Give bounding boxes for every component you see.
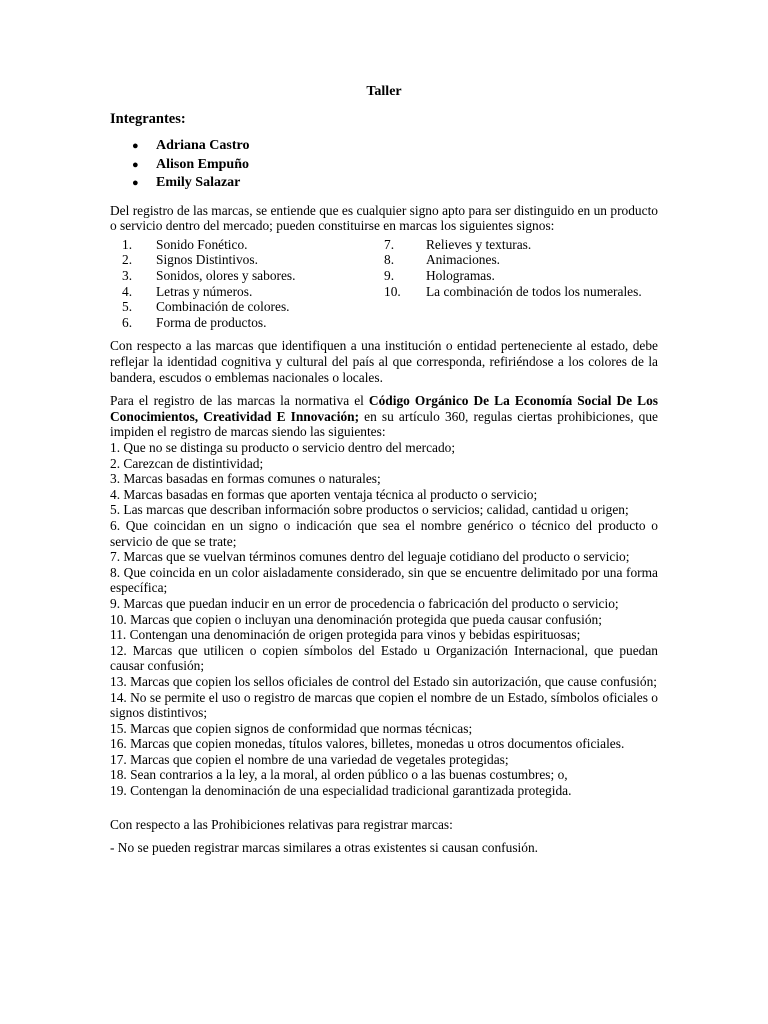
sign-text: Sonidos, olores y sabores. [156,268,296,284]
sign-number: 7. [384,236,395,252]
prohibition-item: 17. Marcas que copien el nombre de una variedad de vegetales protegidas; [110,751,509,767]
institution-paragraph: Con respecto a las marcas que identifiquen a una institución o entidad perteneciente al estado, debe reflejar la identidad cognitiva y cultural del país al que corresponda, refiriéndose a los colores de la bandera, escudos o emblemas nacionales o locales. [110,338,658,385]
prohibition-item: 1. Que no se distinga su producto o servicio dentro del mercado; [110,440,456,455]
relative-heading: Con respecto a las Prohibiciones relativas para registrar marcas: [110,816,453,832]
prohibition-item: 7. Marcas que se vuelvan términos comunes dentro del leguaje cotidiano del producto o servicio; [110,549,630,565]
sign-text: La combinación de todos los numerales. [426,283,642,299]
prohibition-item: 9. Marcas que puedan inducir en un error de procedencia o fabricación del producto o servicio; [110,595,619,611]
sign-item [110,315,384,331]
sign-number: 6. [122,314,133,330]
sign-item [110,299,384,315]
member-name: Emily Salazar [156,175,241,191]
prohibition-item: 2. Carezcan de distintividad; [110,455,264,471]
prohibition-item: 5. Las marcas que describan información sobre productos o servicios; calidad, cantidad u origen; [110,502,629,518]
sign-text: Relieves y texturas. [426,236,532,252]
prohibition-item: 18. Sean contrarios a la ley, a la moral, al orden público o a las buenas costumbres; o, [110,767,568,783]
sign-number: 1. [122,236,133,252]
bullet-icon: ● [132,158,139,171]
prohibition-item: 3. Marcas basadas en formas comunes o naturales; [110,471,381,487]
member-item [110,174,658,193]
prohibition-item: 13. Marcas que copien los sellos oficiales de control del Estado sin autorización, que cause confusión; [110,673,657,689]
signs-column-left [110,237,384,331]
document-title: Taller [366,84,402,99]
sign-item [110,237,384,253]
sign-number: 8. [384,252,395,268]
sign-item [384,237,658,253]
sign-text: Letras y números. [156,283,253,299]
relative-item: - No se pueden registrar marcas similares a otras existentes si causan confusión. [110,840,538,856]
sign-number: 9. [384,268,395,284]
sign-number: 2. [122,252,133,268]
prohibition-item: 8. Que coincida en un color aisladamente considerado, sin que se encuentre delimitado por una forma específica; [110,564,658,596]
prohibition-item: 14. No se permite el uso o registro de marcas que copien el nombre de un Estado, símbolos oficiales o signos distintivos; [110,689,658,721]
prohibition-item: 6. Que coincidan en un signo o indicación que sea el nombre genérico o técnico del producto o servicio de que se trate; [110,517,658,549]
sign-number: 10. [384,283,401,299]
prohibitions-list [110,440,658,799]
sign-item [110,268,384,284]
sign-item [110,252,384,268]
sign-text: Forma de productos. [156,314,267,330]
sign-item [384,268,658,284]
member-item [110,156,658,175]
sign-item [384,284,658,300]
intro-paragraph: Del registro de las marcas, se entiende que es cualquier signo apto para ser distinguido en un producto o servicio dentro del mercado; pueden constituirse en marcas los siguientes signos: [110,202,658,234]
bullet-icon: ● [132,177,139,190]
member-item [110,137,658,156]
sign-item [384,252,658,268]
code-paragraph [110,393,658,440]
member-name: Adriana Castro [156,138,250,154]
signs-list [110,237,658,331]
sign-text: Signos Distintivos. [156,252,258,268]
prohibition-item: 16. Marcas que copien monedas, títulos valores, billetes, monedas u otros documentos oficiales. [110,736,625,752]
document-body [110,84,658,856]
prohibition-item: 11. Contengan una denominación de origen protegida para vinos y bebidas espirituosas; [110,627,581,643]
sign-text: Sonido Fonético. [156,236,248,252]
prohibition-item: 12. Marcas que utilicen o copien símbolos del Estado u Organización Internacional, que puedan causar confusión; [110,642,658,674]
member-name: Alison Empuño [156,156,249,172]
signs-column-right [384,237,658,331]
members-label: Integrantes: [110,110,186,127]
sign-text: Hologramas. [426,268,495,284]
sign-number: 5. [122,299,133,315]
bullet-icon: ● [132,140,139,153]
prohibition-item: 4. Marcas basadas en formas que aporten ventaja técnica al producto o servicio; [110,486,538,502]
sign-item [110,284,384,300]
sign-number: 4. [122,283,133,299]
members-list [110,137,658,193]
code-name: Código Orgánico De La Economía Social De Los Conocimientos, Creatividad E Innovación; [110,393,658,424]
code-paragraph-end: en su artículo 360, regulas ciertas prohibiciones, que impiden el registro de marcas siendo las siguientes: [110,408,658,440]
code-paragraph-start: Para el registro de las marcas la normativa el [110,393,369,409]
sign-text: Animaciones. [426,252,501,268]
sign-number: 3. [122,268,133,284]
prohibition-item: 15. Marcas que copien signos de conformidad que normas técnicas; [110,720,473,736]
prohibition-item: 10. Marcas que copien o incluyan una denominación protegida que pueda causar confusión; [110,611,602,627]
prohibition-item: 19. Contengan la denominación de una especialidad tradicional garantizada protegida. [110,783,572,799]
sign-text: Combinación de colores. [156,299,290,315]
